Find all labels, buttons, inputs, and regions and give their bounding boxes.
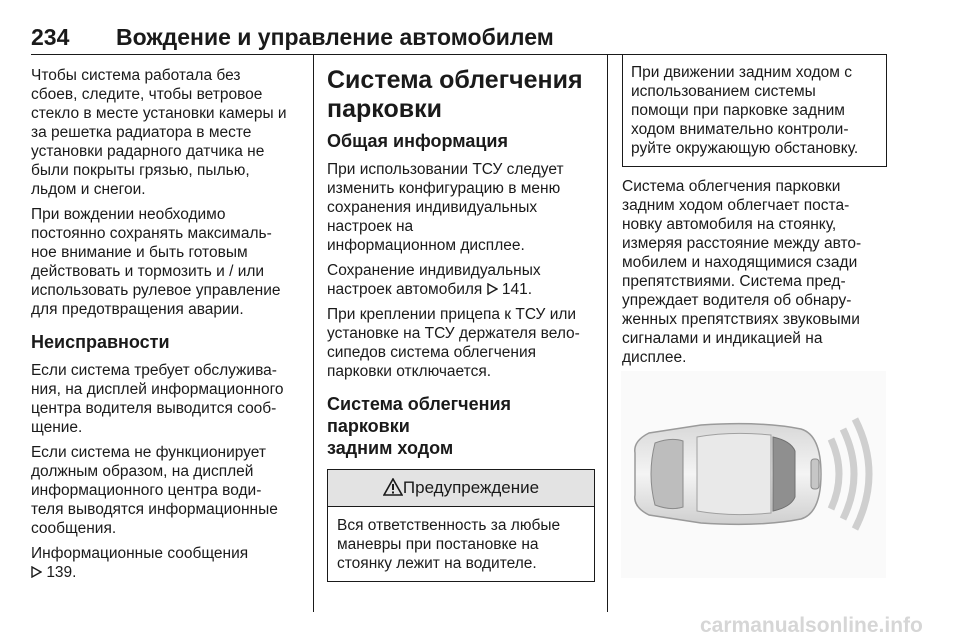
page-number: 234 [31, 24, 70, 50]
warning-triangle-icon [383, 478, 403, 496]
car-parking-illustration [621, 371, 886, 578]
towbar-config-text: При использовании ТСУ следует изменить конфигурацию в меню сохранения индивидуальных настроек на информационном дисплее. [327, 161, 564, 254]
triangle-right-icon [487, 283, 498, 295]
triangle-right-icon [31, 566, 42, 578]
chapter-title: Вождение и управление автомобилем [116, 24, 554, 50]
camera-cleanliness-text: Чтобы система работала без сбоев, следите, чтобы ветровое стекло в месте установки камеры и за решетка радиатора в месте установки радарного датчика не были покрыты грязью, пылью, льдом и снегои. [31, 67, 287, 198]
malfunction-text: Если система не функционирует должным образом, на дисплей информационного центра води- теля выводятся информационные сообщения. [31, 444, 278, 537]
car-top-view-icon [621, 371, 886, 578]
rear-parking-heading: Система облегчения парковки задним ходом [327, 394, 512, 458]
warning-title: Предупреждение [402, 478, 540, 497]
general-info-heading: Общая информация [327, 131, 508, 151]
parking-assist-heading: Система облегчения парковки [327, 66, 583, 123]
personal-settings-text: Сохранение индивидуальных настроек автомобиля [327, 262, 541, 298]
column-left [31, 66, 303, 588]
info-messages-text: Информационные сообщения [31, 545, 249, 562]
column-divider-2 [607, 54, 608, 612]
note-box: При движении задним ходом с использованием системы помощи при парковке задним ходом внимательно контроли- руйте окружающую обстановку. [622, 54, 887, 167]
personal-settings-page[interactable]: 141. [501, 281, 533, 298]
rear-assist-description: Система облегчения парковки задним ходом облегчает поста- новку автомобиля на стоянку, измеряя расстояние между авто- мобилем и находящимися сзади препятствиями. Система пред- упреждает водителя об обнару- женных препятствиях звуковыми сигналами и индикацией на дисплее. [622, 178, 862, 366]
column-middle [327, 66, 595, 582]
column-divider-1 [313, 54, 314, 612]
warning-body: Вся ответственность за любые маневры при постановке на стоянку лежит на водителе. [337, 517, 561, 572]
column-right [622, 54, 887, 373]
trailer-deactivation-text: При креплении прицепа к ТСУ или установке на ТСУ держателя вело- сипедов система облегчения парковки отключается. [327, 306, 580, 380]
info-messages-ref [31, 544, 303, 582]
service-message-text: Если система требует обслужива- ния, на дисплей информационного центра водителя выводится сооб- щение. [31, 362, 284, 436]
page-header [31, 22, 886, 55]
watermark: carmanualsonline.info [700, 614, 923, 637]
faults-heading: Неисправности [31, 332, 170, 352]
warning-title-bar [328, 470, 594, 507]
driver-attention-text: При вождении необходимо постоянно сохранять максималь- ное внимание и быть готовым действовать и тормозить и / или использовать рулевое управление для предотвращения аварии. [31, 206, 281, 318]
personal-settings-ref [327, 261, 595, 299]
info-messages-page[interactable]: 139. [46, 564, 77, 581]
warning-box [327, 469, 595, 582]
